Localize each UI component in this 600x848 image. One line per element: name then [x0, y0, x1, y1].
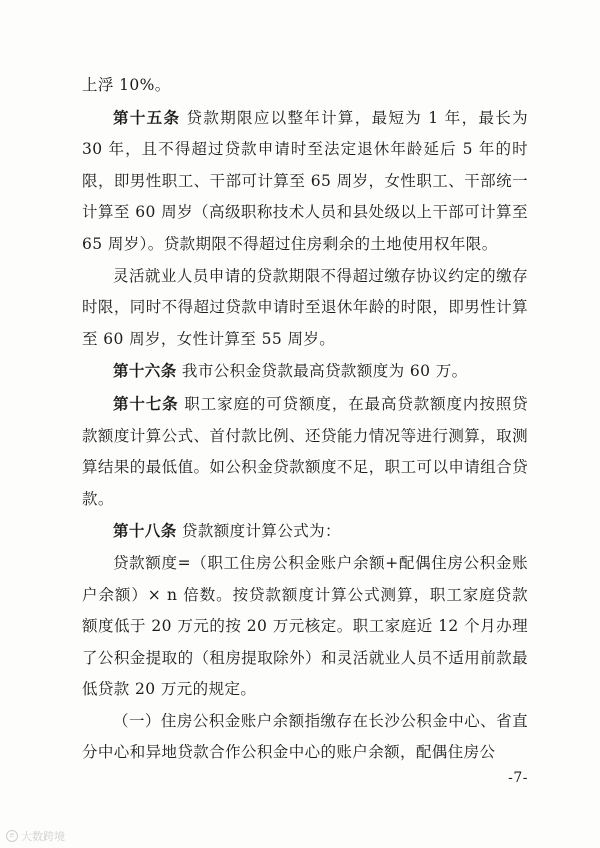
paragraph-flexible-employment — [82, 261, 528, 356]
watermark — [6, 828, 65, 844]
document-body — [82, 70, 528, 769]
paragraph-article-15 — [82, 102, 528, 261]
paragraph-text: 职工家庭的可贷额度，在最高贷款额度内按照贷款额度计算公式、首付款比例、还贷能力情况等进行测算，取测算结果的最低值。如公积金贷款额度不足，职工可以申请组合贷款。 — [82, 394, 528, 508]
paragraph-formula — [82, 548, 528, 706]
paragraph-text: 贷款额度=（职工住房公积金账户余额+配偶住房公积金账户余额）× n 倍数。按贷款额度计算公式测算，职工家庭贷款额度低于 20 万元的按 20 万元核定。职工家庭近 12 个月办理了公积金提取的（租房提取除外）和灵活就业人员不适用前款最低贷款 20 万元的规定。 — [82, 553, 528, 699]
paragraph-text: 灵活就业人员申请的贷款期限不得超过缴存协议约定的缴存时限，同时不得超过贷款申请时至退休年龄的时限，即男性计算至 60 周岁，女性计算至 55 周岁。 — [82, 266, 528, 348]
paragraph-text: 贷款额度计算公式为： — [176, 522, 341, 541]
paragraph-text: 我市公积金贷款最高贷款额度为 60 万。 — [176, 362, 468, 381]
paragraph-text: （一）住房公积金账户余额指缴存在长沙公积金中心、省直分中心和异地贷款合作公积金中心的账户余额，配偶住房公 — [82, 711, 528, 762]
paragraph-text: 上浮 10%。 — [82, 76, 171, 94]
paragraph-article-18 — [82, 515, 528, 548]
watermark-logo-icon: e — [6, 830, 18, 842]
paragraph-continuation — [82, 70, 528, 102]
page-number: -7- — [508, 770, 528, 786]
paragraph-text: 贷款期限应以整年计算，最短为 1 年，最长为 30 年，且不得超过贷款申请时至法定退休年龄延后 5 年的时限，即男性职工、干部可计算至 65 周岁，女性职工、干部统一计算至 60 周岁（高级职称技术人员和县处级以上干部可计算至 65 周岁）。贷款期限不得超过住房剩余的土地使用权年限。 — [82, 108, 528, 253]
article-heading: 第十八条 — [113, 521, 177, 541]
watermark-text: 大数跨境 — [21, 830, 65, 843]
paragraph-article-16 — [82, 355, 528, 388]
paragraph-item-1 — [82, 706, 528, 769]
paragraph-article-17 — [82, 388, 528, 515]
article-heading: 第十五条 — [113, 107, 181, 127]
article-heading: 第十六条 — [113, 361, 177, 381]
article-heading: 第十七条 — [113, 393, 179, 413]
